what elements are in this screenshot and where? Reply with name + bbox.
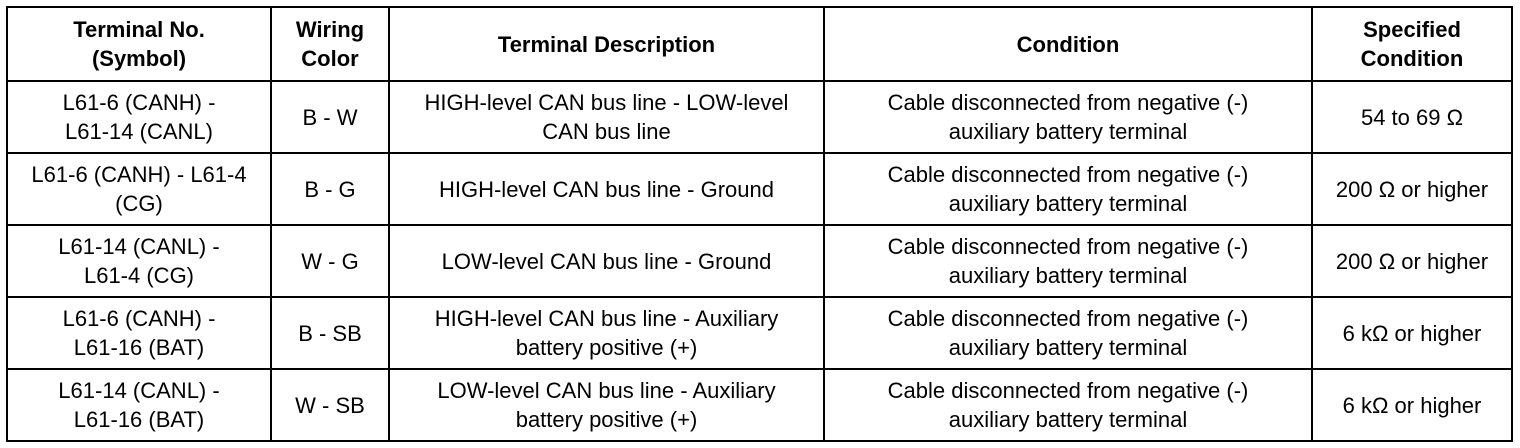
cell-line: L61-6 (CANH) - bbox=[62, 90, 216, 115]
cell-line: auxiliary battery terminal bbox=[948, 335, 1188, 360]
header-line: (Symbol) bbox=[91, 46, 187, 71]
header-line: Condition bbox=[1016, 31, 1120, 57]
cell-line: L61-14 (CANL) bbox=[65, 119, 213, 144]
cell-terminal bbox=[7, 225, 271, 297]
table-row bbox=[7, 81, 1512, 153]
cell-line: B - SB bbox=[298, 320, 362, 346]
cell-line: L61-6 (CANH) - L61-4 bbox=[31, 162, 247, 187]
header-terminal-no bbox=[7, 7, 271, 81]
table-row bbox=[7, 297, 1512, 369]
specification-table-container bbox=[6, 6, 1511, 438]
cell-terminal bbox=[7, 369, 271, 441]
cell-description bbox=[389, 153, 824, 225]
cell-terminal bbox=[7, 81, 271, 153]
header-line: Terminal No. bbox=[73, 17, 205, 42]
cell-description bbox=[389, 81, 824, 153]
cell-line: HIGH-level CAN bus line - Auxiliary bbox=[434, 306, 779, 331]
header-specified-condition bbox=[1312, 7, 1512, 81]
cell-line: HIGH-level CAN bus line - LOW-level bbox=[424, 90, 789, 115]
cell-line: Cable disconnected from negative (-) bbox=[887, 378, 1249, 403]
cell-terminal bbox=[7, 153, 271, 225]
cell-line: auxiliary battery terminal bbox=[948, 407, 1188, 432]
cell-line: Cable disconnected from negative (-) bbox=[887, 234, 1249, 259]
cell-line: HIGH-level CAN bus line - Ground bbox=[438, 176, 774, 202]
cell-line: Cable disconnected from negative (-) bbox=[887, 306, 1249, 331]
cell-line: auxiliary battery terminal bbox=[948, 191, 1188, 216]
cell-line: L61-16 (BAT) bbox=[73, 335, 205, 360]
cell-specified-condition bbox=[1312, 81, 1512, 153]
cell-line: L61-6 (CANH) - bbox=[62, 306, 216, 331]
cell-line: LOW-level CAN bus line - Auxiliary bbox=[437, 378, 776, 403]
cell-line: 200 Ω or higher bbox=[1335, 248, 1489, 274]
cell-line: Cable disconnected from negative (-) bbox=[887, 90, 1249, 115]
terminal-specification-table bbox=[6, 6, 1513, 442]
header-line: Specified bbox=[1363, 17, 1461, 42]
cell-line: 6 kΩ or higher bbox=[1342, 320, 1482, 346]
cell-line: battery positive (+) bbox=[515, 407, 698, 432]
cell-line: LOW-level CAN bus line - Ground bbox=[441, 248, 772, 274]
table-header-row bbox=[7, 7, 1512, 81]
cell-line: W - G bbox=[301, 248, 359, 274]
cell-line: CAN bus line bbox=[542, 119, 671, 144]
header-line: Color bbox=[301, 46, 359, 71]
header-terminal-description bbox=[389, 7, 824, 81]
cell-line: Cable disconnected from negative (-) bbox=[887, 162, 1249, 187]
cell-condition bbox=[824, 369, 1312, 441]
cell-line: L61-4 (CG) bbox=[83, 263, 195, 288]
cell-line: (CG) bbox=[115, 191, 163, 216]
cell-wiring-color bbox=[271, 297, 389, 369]
header-line: Condition bbox=[1360, 46, 1464, 71]
table-row bbox=[7, 369, 1512, 441]
cell-condition bbox=[824, 153, 1312, 225]
cell-specified-condition bbox=[1312, 153, 1512, 225]
cell-line: L61-16 (BAT) bbox=[73, 407, 205, 432]
header-wiring-color bbox=[271, 7, 389, 81]
cell-condition bbox=[824, 225, 1312, 297]
cell-wiring-color bbox=[271, 81, 389, 153]
cell-description bbox=[389, 297, 824, 369]
cell-line: 200 Ω or higher bbox=[1335, 176, 1489, 202]
cell-line: B - W bbox=[302, 104, 358, 130]
cell-condition bbox=[824, 297, 1312, 369]
cell-description bbox=[389, 225, 824, 297]
cell-line: L61-14 (CANL) - bbox=[58, 378, 220, 403]
cell-terminal bbox=[7, 297, 271, 369]
cell-wiring-color bbox=[271, 153, 389, 225]
table-row bbox=[7, 225, 1512, 297]
cell-line: auxiliary battery terminal bbox=[948, 119, 1188, 144]
table-row bbox=[7, 153, 1512, 225]
cell-specified-condition bbox=[1312, 369, 1512, 441]
cell-line: W - SB bbox=[295, 392, 365, 418]
cell-condition bbox=[824, 81, 1312, 153]
cell-specified-condition bbox=[1312, 297, 1512, 369]
cell-specified-condition bbox=[1312, 225, 1512, 297]
cell-wiring-color bbox=[271, 225, 389, 297]
cell-line: B - G bbox=[304, 176, 356, 202]
cell-line: 6 kΩ or higher bbox=[1342, 392, 1482, 418]
cell-line: auxiliary battery terminal bbox=[948, 263, 1188, 288]
cell-line: 54 to 69 Ω bbox=[1360, 104, 1464, 130]
cell-line: battery positive (+) bbox=[515, 335, 698, 360]
header-line: Wiring bbox=[295, 17, 365, 42]
cell-description bbox=[389, 369, 824, 441]
header-line: Terminal Description bbox=[497, 31, 716, 57]
cell-line: L61-14 (CANL) - bbox=[58, 234, 220, 259]
header-condition bbox=[824, 7, 1312, 81]
cell-wiring-color bbox=[271, 369, 389, 441]
